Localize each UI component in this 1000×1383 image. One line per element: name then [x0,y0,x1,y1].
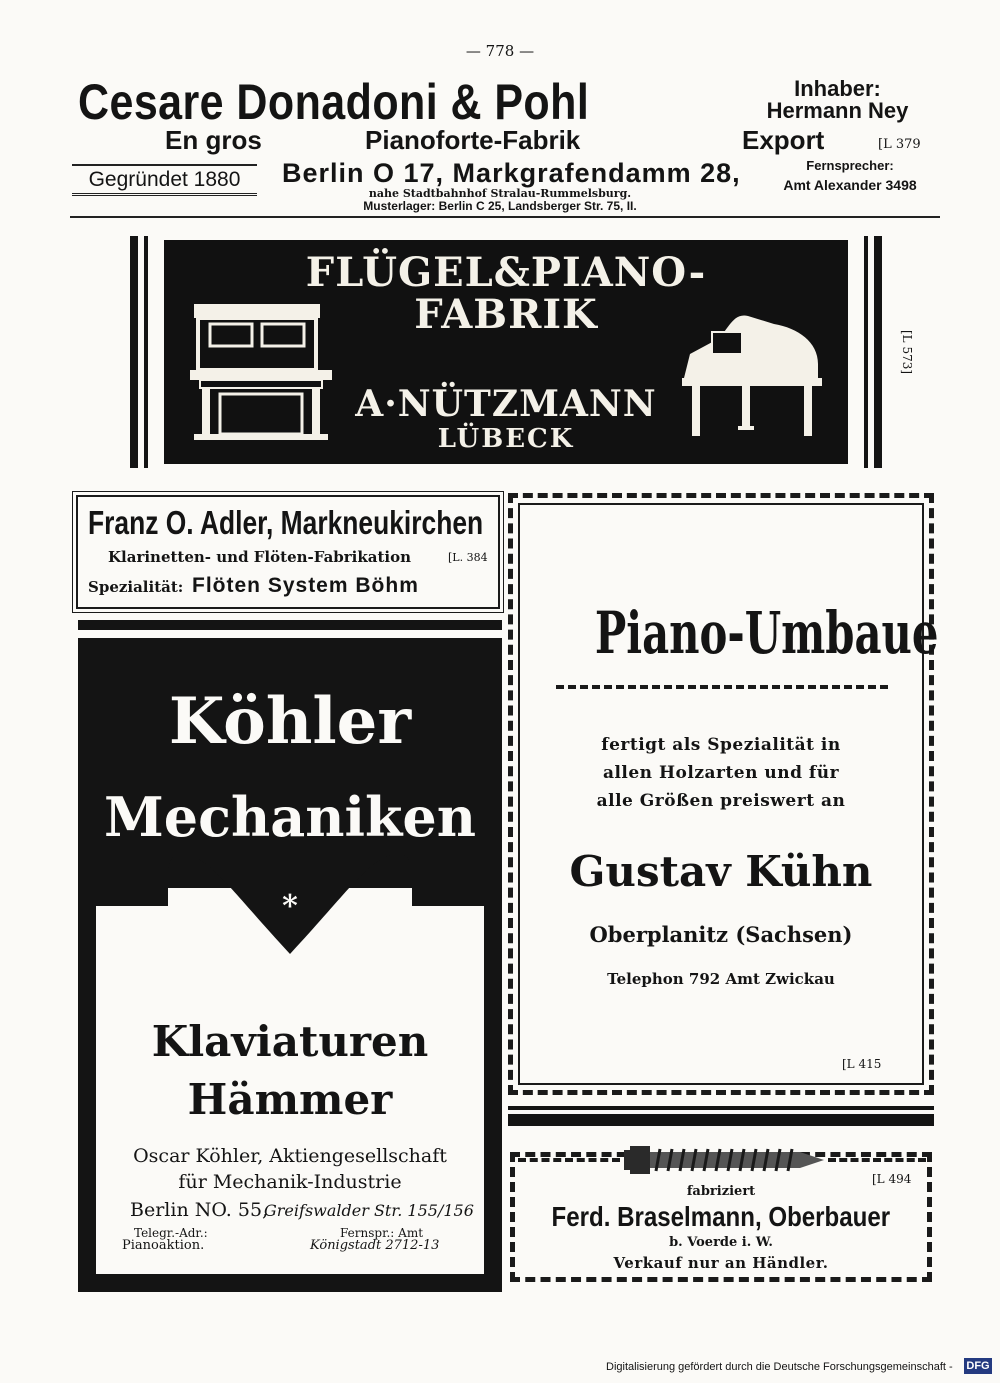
koehler-address-street: Greifswalder Str. 155/156 [264,1201,474,1220]
koehler-phone-label: Fernspr.: Amt [340,1226,424,1240]
braselmann-top-rule [508,1106,934,1110]
kuehn-text-3: alle Größen preiswert an [596,791,846,811]
braselmann-top-bar [508,1114,934,1126]
upright-piano-icon [188,302,334,442]
ad-nuetzmann [130,236,882,468]
grand-piano-icon [678,298,828,448]
ad-adler [76,495,500,609]
phone-number: Amt Alexander 3498 [783,177,917,193]
nuetzmann-line2: FABRIK [414,291,598,338]
en-gros: En gros [165,125,262,155]
koehler-title-1: Köhler [168,684,412,759]
address: Berlin O 17, Markgrafendamm 28, [282,158,741,188]
ref-code: [L 379 [878,137,921,152]
ad-braselmann [510,1152,932,1282]
page-number: — 778 — [465,42,535,60]
braselmann-ref: [L 494 [872,1172,912,1186]
adler-spec: Flöten System Böhm [192,574,419,597]
kuehn-name: Gustav Kühn [569,847,873,896]
braselmann-place: b. Voerde i. W. [669,1235,773,1250]
owner-label: Inhaber: [794,76,881,101]
ad-kuehn [508,493,939,1095]
ad-koehler [78,620,502,1292]
export-label: Export [742,125,825,155]
dfg-logo-icon: DFG [964,1358,992,1374]
kuehn-ref: [L 415 [842,1057,882,1071]
koehler-address-city: Berlin NO. 55, [130,1199,269,1221]
koehler-company: Oscar Köhler, Aktiengesellschaft [133,1145,447,1167]
braselmann-made: fabriziert [686,1184,756,1199]
ad-donadoni [70,70,940,220]
adler-product: Klarinetten- und Flöten-Fabrikation [108,548,412,566]
koehler-prod-1: Klaviaturen [151,1017,429,1066]
kuehn-text-2: allen Holzarten und für [602,763,840,783]
nuetzmann-name: A·NÜTZMANN [355,383,657,425]
header-rule [70,216,940,218]
braselmann-name: Ferd. Braselmann, Oberbauer [551,1201,891,1232]
founded: Gegründet 1880 [72,164,257,196]
koehler-telegram: Pianoaktion. [122,1238,205,1253]
koehler-title-2: Mechaniken [103,785,477,849]
braselmann-sales: Verkauf nur an Händler. [613,1254,829,1272]
adler-spec-label: Spezialität: [88,578,184,596]
koehler-telegram-label: Telegr.-Adr.: [134,1226,208,1240]
koehler-phone: Königstadt 2712-13 [310,1238,440,1253]
adler-ref: [L. 384 [448,551,488,564]
koehler-star: * [282,889,298,924]
kuehn-title-rule [556,685,888,689]
nuetzmann-line1: FLÜGEL&PIANO- [305,249,707,296]
owner-name: Hermann Ney [766,98,909,123]
factory-label: Pianoforte-Fabrik [365,125,581,155]
kuehn-text-1: fertigt als Spezialität in [601,735,841,755]
phone-label: Fernsprecher: [806,158,894,173]
nuetzmann-city: LÜBECK [437,424,575,454]
adler-name: Franz O. Adler, Markneukirchen [88,504,484,541]
kuehn-title: Piano-Umbaue [594,599,939,667]
station-note: nahe Stadtbahnhof Stralau-Rummelsburg. [368,187,632,200]
company-name: Cesare Donadoni & Pohl [78,74,590,130]
showroom: Musterlager: Berlin C 25, Landsberger Str. 75, II. [363,199,637,213]
kuehn-phone: Telephon 792 Amt Zwickau [607,970,835,988]
koehler-prod-2: Hämmer [187,1075,393,1124]
koehler-company-2: für Mechanik-Industrie [178,1171,402,1193]
footer-credit: Digitalisierung gefördert durch die Deutsche Forschungsgemeinschaft - [606,1361,953,1373]
kuehn-city: Oberplanitz (Sachsen) [589,922,853,947]
screw-icon [620,1136,826,1182]
nuetzmann-ref: [L 573] [900,330,914,375]
